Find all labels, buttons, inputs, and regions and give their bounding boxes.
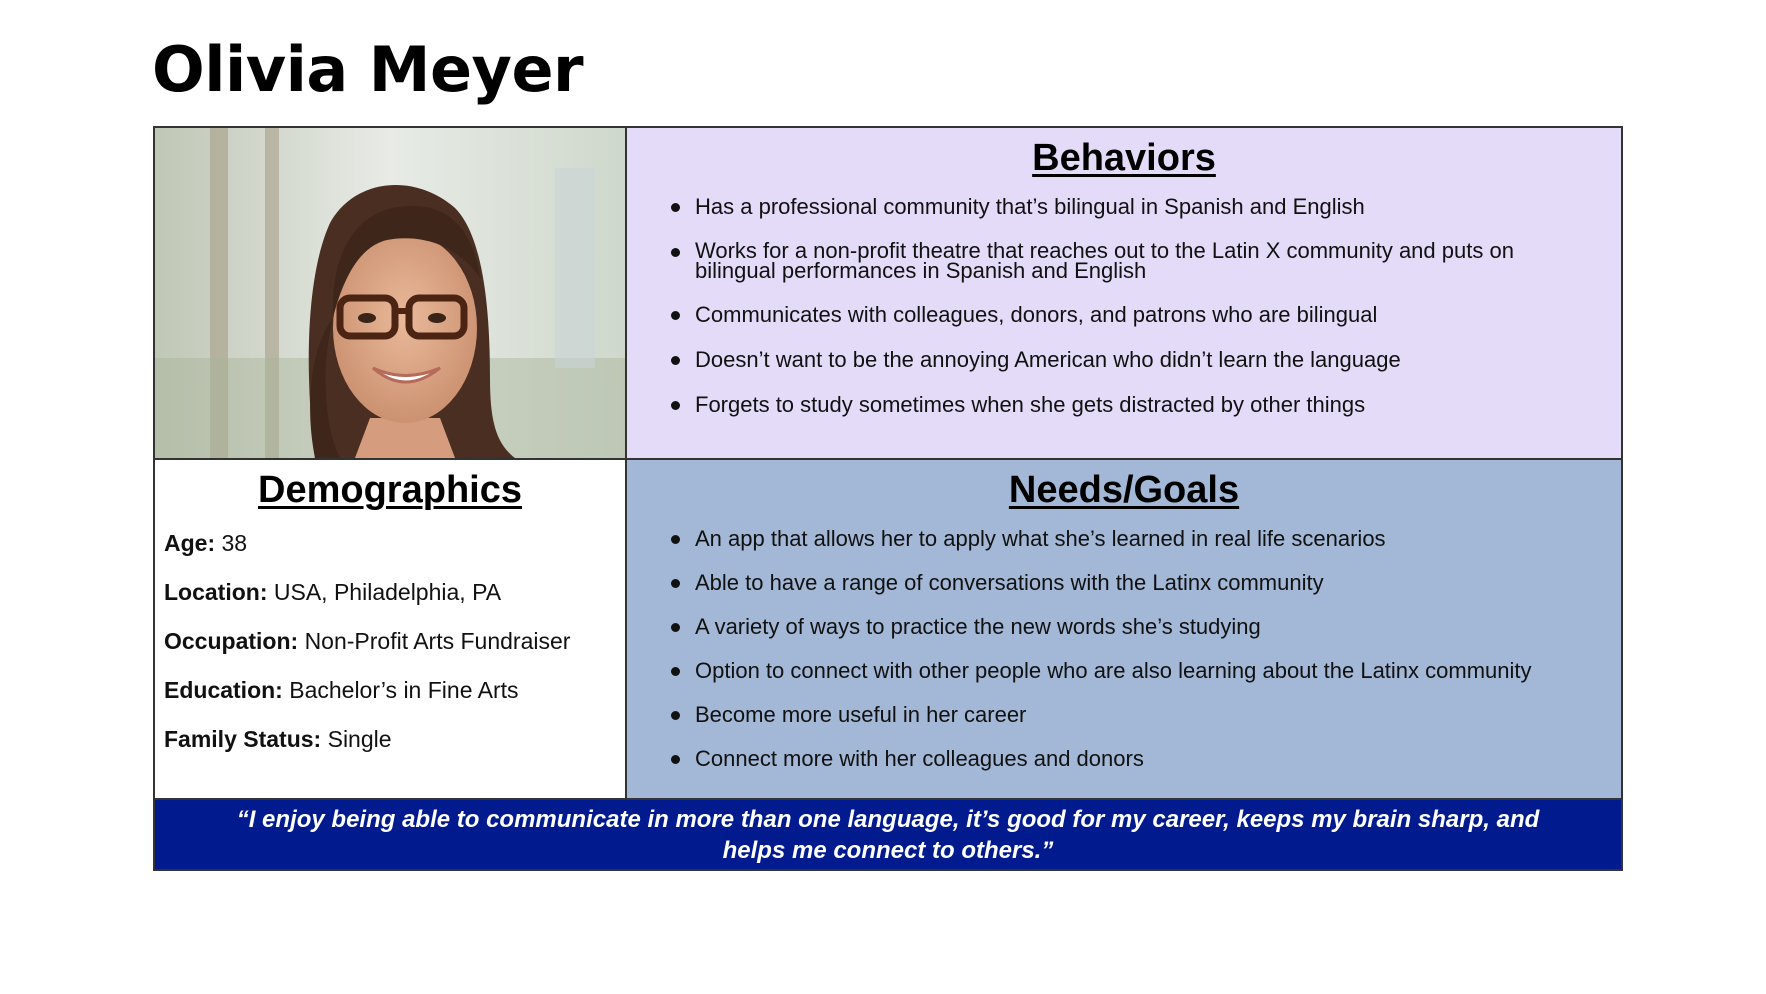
field-label: Age: (164, 530, 216, 556)
behavior-item: Works for a non-profit theatre that reaches out to the Latin X community and puts on bilingual performances in Spanish and English (671, 241, 1591, 281)
need-item: An app that allows her to apply what she’s learned in real life scenarios (671, 528, 1591, 550)
behavior-item: Forgets to study sometimes when she gets distracted by other things (671, 394, 1591, 416)
persona-name: Olivia Meyer (152, 33, 584, 106)
needs-goals-heading: Needs/Goals (1008, 469, 1240, 511)
demographic-family-status (164, 726, 625, 752)
persona-quote (153, 798, 1623, 871)
field-label: Location: (164, 579, 268, 605)
field-value: Bachelor’s in Fine Arts (289, 677, 519, 703)
need-item: Connect more with her colleagues and donors (671, 748, 1591, 770)
needs-goals-list (627, 528, 1621, 770)
behavior-item: Communicates with colleagues, donors, and patrons who are bilingual (671, 304, 1591, 326)
field-label: Family Status: (164, 726, 322, 752)
needs-goals-section (627, 460, 1621, 798)
behaviors-heading: Behaviors (1032, 137, 1216, 179)
field-value: Single (327, 726, 392, 752)
demographic-education (164, 677, 625, 703)
field-label: Occupation: (164, 628, 299, 654)
field-value: USA, Philadelphia, PA (273, 579, 502, 605)
behaviors-list (627, 196, 1621, 416)
behavior-item: Doesn’t want to be the annoying American who didn’t learn the language (671, 349, 1591, 371)
persona-photo (155, 128, 627, 460)
demographics-heading: Demographics (258, 469, 522, 511)
behavior-item: Has a professional community that’s bilingual in Spanish and English (671, 196, 1591, 218)
need-item: A variety of ways to practice the new words she’s studying (671, 616, 1591, 638)
field-value: Non-Profit Arts Fundraiser (304, 628, 571, 654)
behaviors-section (627, 128, 1621, 460)
need-item: Option to connect with other people who are also learning about the Latinx community (671, 660, 1611, 682)
persona-portrait-icon (155, 128, 625, 458)
demographics-list (164, 530, 625, 752)
demographics-section (155, 460, 627, 798)
persona-card (153, 126, 1623, 871)
field-label: Education: (164, 677, 283, 703)
quote-line-2: helps me connect to others.” (722, 837, 1054, 864)
demographic-location (164, 579, 625, 605)
persona-grid (153, 126, 1623, 800)
field-value: 38 (221, 530, 248, 556)
demographic-age (164, 530, 625, 556)
demographic-occupation (164, 628, 625, 654)
need-item: Able to have a range of conversations with the Latinx community (671, 572, 1591, 594)
need-item: Become more useful in her career (671, 704, 1591, 726)
quote-line-1: “I enjoy being able to communicate in more than one language, it’s good for my career, keeps my brain sharp, and (236, 806, 1540, 833)
